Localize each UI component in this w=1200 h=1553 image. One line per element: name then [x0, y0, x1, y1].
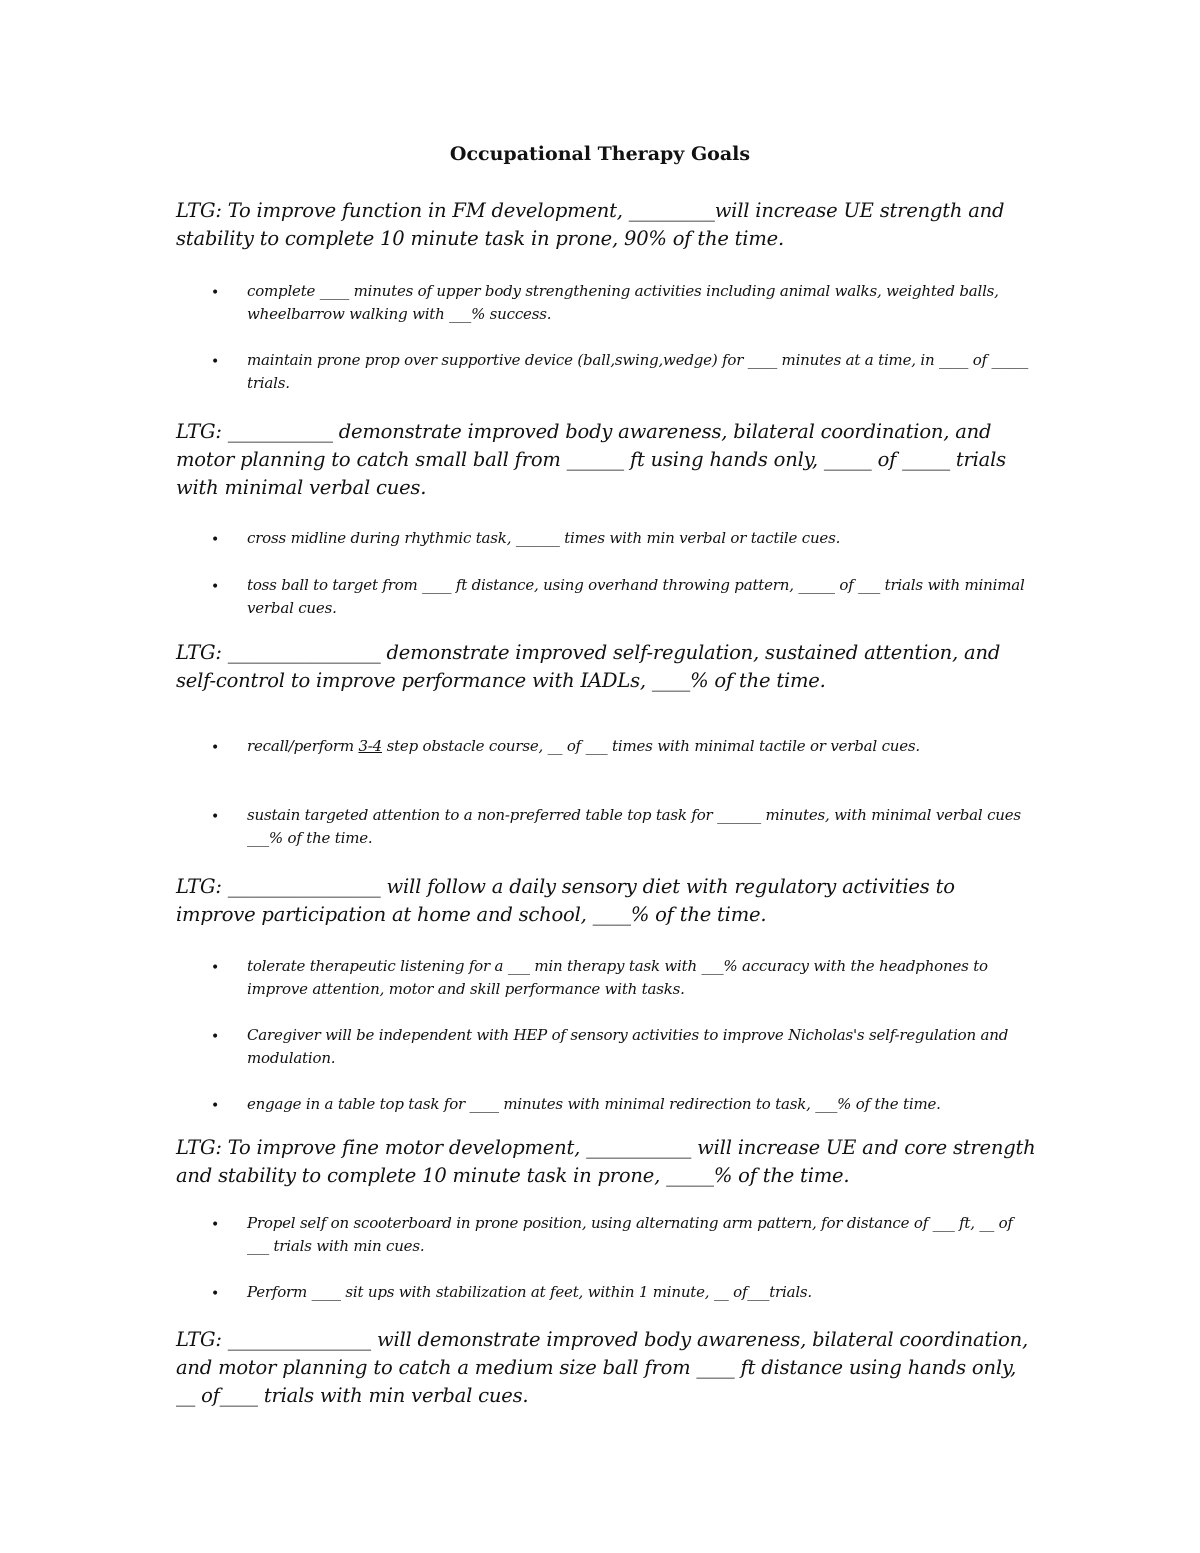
ltg-goal-5: LTG: To improve fine motor development, ___________ will increase UE and core strength and stability to complete 10 minute task in prone, _____% of the time.	[176, 1136, 1036, 1187]
goal-1-objective-1: complete ____ minutes of upper body strengthening activities including animal walks, weighted balls, wheelbarrow walking with ___% success.	[247, 282, 999, 323]
goal-2-objective-2: toss ball to target from ____ ft distance, using overhand throwing pattern, _____ of ___ trials with minimal verbal cues.	[247, 576, 1025, 617]
bullet-icon: •	[211, 1029, 220, 1045]
goal-3-objective-1	[247, 735, 1037, 758]
bullet-icon: •	[211, 740, 220, 756]
bullet-icon: •	[211, 354, 220, 370]
goal-5-objective-1: Propel self on scooterboard in prone position, using alternating arm pattern, for distance of ___ ft, __ of ___ trials with min cues.	[247, 1214, 1013, 1255]
ltg-goal-3: LTG: ________________ demonstrate improved self-regulation, sustained attention, and self-control to improve performance with IADLs, ____% of the time.	[176, 641, 1001, 692]
bullet-icon: •	[211, 579, 220, 595]
goal-5-objective-2: Perform ____ sit ups with stabilization at feet, within 1 minute, __ of___trials.	[247, 1283, 812, 1301]
goal-4-objective-2: Caregiver will be independent with HEP of sensory activities to improve Nicholas's self-regulation and modulation.	[247, 1026, 1009, 1067]
bullet-icon: •	[211, 1098, 220, 1114]
objective-underlined-text: 3-4	[358, 737, 382, 755]
bullet-icon: •	[211, 1286, 220, 1302]
ltg-goal-2: LTG: ___________ demonstrate improved body awareness, bilateral coordination, and motor planning to catch small ball from ______ ft using hands only, _____ of _____ trials with minimal verbal cues.	[176, 420, 1006, 499]
ltg-goal-6: LTG: _______________ will demonstrate improved body awareness, bilateral coordination, and motor planning to catch a medium size ball from ____ ft distance using hands only, __ of____ trials with min verbal cues.	[176, 1328, 1029, 1407]
goal-4-objective-3: engage in a table top task for ____ minutes with minimal redirection to task, ___% of the time.	[247, 1095, 941, 1113]
bullet-icon: •	[211, 532, 220, 548]
bullet-icon: •	[211, 960, 220, 976]
goal-3-objective-2: sustain targeted attention to a non-preferred table top task for ______ minutes, with minimal verbal cues ___% of the time.	[247, 806, 1021, 847]
goal-4-objective-1: tolerate therapeutic listening for a ___ min therapy task with ___% accuracy with the headphones to improve attention, motor and skill performance with tasks.	[247, 957, 988, 998]
objective-text: recall/perform	[247, 737, 359, 755]
bullet-icon: •	[211, 285, 220, 301]
goal-1-objective-2: maintain prone prop over supportive device (ball,swing,wedge) for ____ minutes at a time, in ____ of _____ trials.	[247, 351, 1029, 392]
page-title: Occupational Therapy Goals	[449, 143, 751, 165]
bullet-icon: •	[211, 809, 220, 825]
goal-2-objective-1: cross midline during rhythmic task, ______ times with min verbal or tactile cues.	[247, 529, 841, 547]
ltg-goal-4: LTG: ________________ will follow a daily sensory diet with regulatory activities to improve participation at home and school, ____% of the time.	[176, 875, 955, 926]
objective-text: step obstacle course, __ of ___ times with minimal tactile or verbal cues.	[382, 737, 920, 755]
bullet-icon: •	[211, 1217, 220, 1233]
ltg-goal-1: LTG: To improve function in FM development, _________will increase UE strength and stability to complete 10 minute task in prone, 90% of the time.	[176, 199, 1005, 250]
